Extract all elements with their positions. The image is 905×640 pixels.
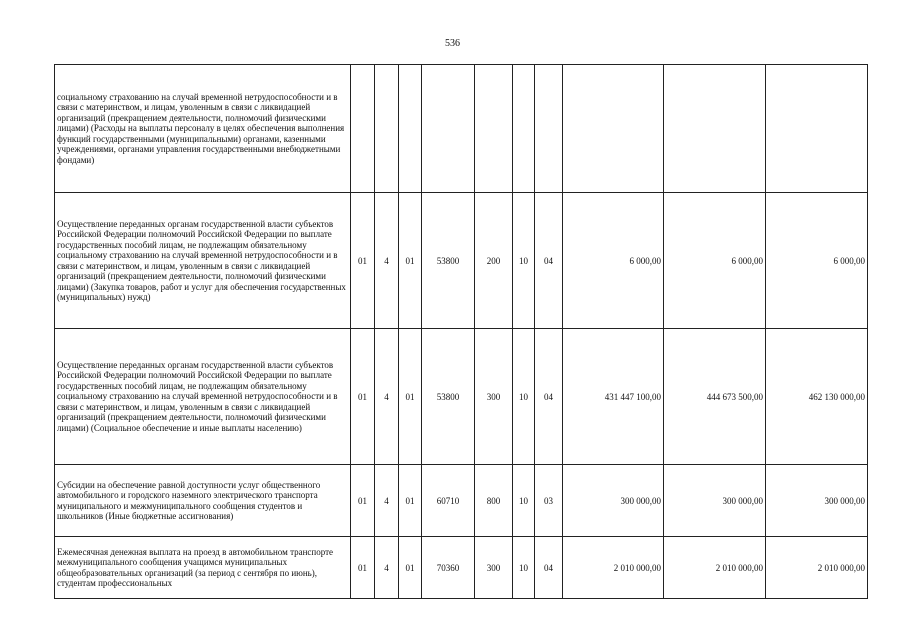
amount-cell: 6 000,00 [766, 193, 868, 329]
code-cell: 03 [535, 465, 563, 537]
code-cell: 53800 [422, 329, 475, 465]
code-cell: 01 [351, 465, 375, 537]
code-cell: 4 [375, 465, 399, 537]
code-cell [475, 65, 513, 193]
code-cell: 800 [475, 465, 513, 537]
code-cell [375, 65, 399, 193]
budget-table [54, 64, 868, 599]
amount-cell [664, 65, 766, 193]
code-cell: 01 [399, 329, 422, 465]
code-cell: 10 [513, 329, 535, 465]
code-cell: 10 [513, 537, 535, 599]
code-cell: 01 [399, 193, 422, 329]
code-cell: 10 [513, 193, 535, 329]
amount-cell [563, 65, 664, 193]
code-cell: 10 [513, 465, 535, 537]
row-description: Субсидии на обеспечение равной доступности услуг общественного автомобильного и городского наземного электрического транспорта муниципального и межмуниципального сообщения студентов и школьников (Иные бюджетные ассигнования) [55, 465, 351, 537]
code-cell: 04 [535, 193, 563, 329]
code-cell: 01 [351, 537, 375, 599]
row-description: социальному страхованию на случай временной нетрудоспособности и в связи с материнством, и лицам, уволенным в связи с ликвидацией организаций (прекращением деятельности, полномочий физическими лицами) (Расходы на выплаты персоналу в целях обеспечения выполнения функций государственными (муниципальными) органами, казенными учреждениями, органами управления государственными внебюджетными фондами) [55, 65, 351, 193]
code-cell: 4 [375, 537, 399, 599]
code-cell: 4 [375, 329, 399, 465]
table-row [55, 329, 868, 465]
table-row [55, 537, 868, 599]
amount-cell: 462 130 000,00 [766, 329, 868, 465]
amount-cell: 2 010 000,00 [766, 537, 868, 599]
row-description: Ежемесячная денежная выплата на проезд в автомобильном транспорте межмуниципального сообщения учащимся муниципальных общеобразовательных организаций (за период с сентября по июнь), студентам профессиональных [55, 537, 351, 599]
table-row [55, 65, 868, 193]
amount-cell: 6 000,00 [664, 193, 766, 329]
amount-cell: 444 673 500,00 [664, 329, 766, 465]
code-cell: 4 [375, 193, 399, 329]
amount-cell: 300 000,00 [563, 465, 664, 537]
code-cell: 01 [399, 465, 422, 537]
code-cell [422, 65, 475, 193]
page-number: 536 [445, 38, 460, 49]
code-cell: 04 [535, 537, 563, 599]
code-cell: 300 [475, 329, 513, 465]
code-cell: 53800 [422, 193, 475, 329]
amount-cell: 2 010 000,00 [563, 537, 664, 599]
code-cell: 04 [535, 329, 563, 465]
code-cell: 01 [351, 329, 375, 465]
amount-cell [766, 65, 868, 193]
code-cell: 01 [351, 193, 375, 329]
code-cell [351, 65, 375, 193]
amount-cell: 431 447 100,00 [563, 329, 664, 465]
code-cell: 70360 [422, 537, 475, 599]
code-cell: 300 [475, 537, 513, 599]
row-description: Осуществление переданных органам государственной власти субъектов Российской Федерации полномочий Российской Федерации по выплате государственных пособий лицам, не подлежащим обязательному социальному страхованию на случай временной нетрудоспособности и в связи с материнством, и лицам, уволенным в связи с ликвидацией организаций (прекращением деятельности, полномочий физическими лицами) (Закупка товаров, работ и услуг для обеспечения государственных (муниципальных) нужд) [55, 193, 351, 329]
code-cell [399, 65, 422, 193]
code-cell [513, 65, 535, 193]
amount-cell: 2 010 000,00 [664, 537, 766, 599]
code-cell: 01 [399, 537, 422, 599]
code-cell [535, 65, 563, 193]
amount-cell: 6 000,00 [563, 193, 664, 329]
table-row [55, 465, 868, 537]
row-description: Осуществление переданных органам государственной власти субъектов Российской Федерации полномочий Российской Федерации по выплате государственных пособий лицам, не подлежащим обязательному социальному страхованию на случай временной нетрудоспособности и в связи с материнством, и лицам, уволенным в связи с ликвидацией организаций (прекращением деятельности, полномочий физическими лицами) (Социальное обеспечение и иные выплаты населению) [55, 329, 351, 465]
table-row [55, 193, 868, 329]
code-cell: 60710 [422, 465, 475, 537]
code-cell: 200 [475, 193, 513, 329]
amount-cell: 300 000,00 [664, 465, 766, 537]
amount-cell: 300 000,00 [766, 465, 868, 537]
